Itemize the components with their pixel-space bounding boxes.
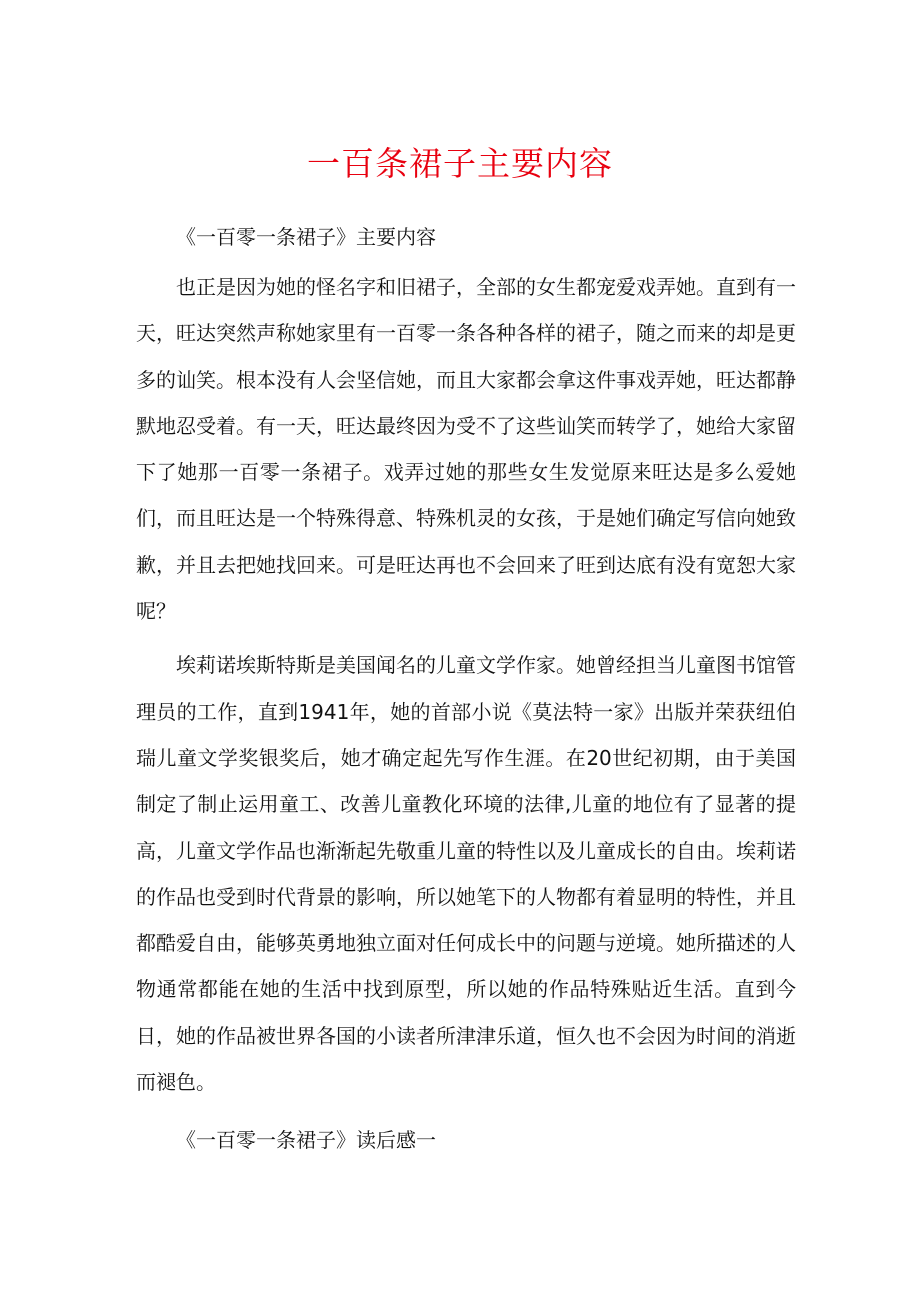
- paragraph-plot-summary: 也正是因为她的怪名字和旧裙子，全部的女生都宠爱戏弄她。直到有一天，旺达突然声称她家里有一百零一条各种各样的裙子，随之而来的却是更多的讪笑。根本没有人会坚信她，而且大家都会拿这件事戏弄她，旺达都静默地忍受着。有一天，旺达最终因为受不了这些讪笑而转学了，她给大家留下了她那一百零一条裙子。戏弄过她的那些女生发觉原来旺达是多么爱她们，而且旺达是一个特殊得意、特殊机灵的女孩，于是她们确定写信向她致歉，并且去把她找回来。可是旺达再也不会回来了旺到达底有没有宽恕大家呢？: [136, 275, 796, 624]
- section-heading-reflection: 《一百零一条裙子》读后感一: [176, 1128, 436, 1153]
- document-body: [136, 214, 796, 1163]
- paragraph-author-bio: 埃莉诺埃斯特斯是美国闻名的儿童文学作家。她曾经担当儿童图书馆管理员的工作，直到1941年，她的首部小说《莫法特一家》出版并荣获纽伯瑞儿童文学奖银奖后，她才确定起先写作生涯。在20世纪初期，由于美国制定了制止运用童工、改善儿童教化环境的法律,儿童的地位有了显著的提高，儿童文学作品也渐渐起先敬重儿童的特性以及儿童成长的自由。埃莉诺的作品也受到时代背景的影响，所以她笔下的人物都有着显明的特性，并且都酷爱自由，能够英勇地独立面对任何成长中的问题与逆境。她所描述的人物通常都能在她的生活中找到原型，所以她的作品特殊贴近生活。直到今日，她的作品被世界各国的小读者所津津乐道，恒久也不会因为时间的消逝而褪色。: [136, 653, 796, 1095]
- section-heading-summary: 《一百零一条裙子》主要内容: [176, 225, 436, 249]
- document-title: 一百条裙子主要内容: [307, 144, 613, 183]
